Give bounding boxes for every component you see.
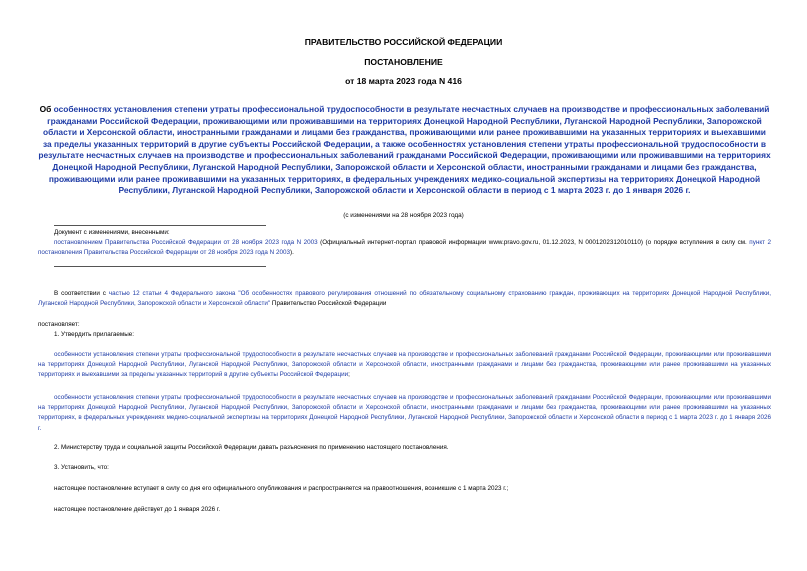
changes-text (38, 238, 771, 258)
resolves-paragraph: постановляет: (38, 321, 80, 328)
issuer-heading: ПРАВИТЕЛЬСТВО РОССИЙСКОЙ ФЕДЕРАЦИИ (304, 37, 503, 47)
item-1-paragraph: 1. Утвердить прилагаемые: (54, 331, 134, 338)
preamble-paragraph (38, 289, 771, 309)
title-link[interactable]: особенностях установления степени утраты профессиональной трудоспособности в результате несчастных случаев на производстве и профессиональных заболеваний гражданами Российской Федерации, проживающими или проживавшими на территориях Донецкой Народной Республики, Луганской Народной Республики, Запорожской области и Херсонской области, иностранными гражданами и лицами без гражданства, проживающими или ранее проживавшими на указанных территориях и выехавшими за пределы указанных территорий в другие субъекты Российской Федерации, а также особенностях установления степени утраты профессиональной трудоспособности в результате несчастных случаев на производстве и профессиональных заболеваний гражданами Российской Федерации, проживающими или проживавшими на территориях Донецкой Народной Республики, Луганской Народной Республики, Запорожской области и Херсонской области, иностранными гражданами и лицами без гражданства, проживающими или ранее проживавшими на указанных территориях, в федеральных учреждениях медико-социальной экспертизы на территориях Донецкой Народной Республики, Луганской Народной Республики, Запорожской области и Херсонской области в период с 1 марта 2023 г. до 1 января 2026 г. (38, 104, 771, 196)
changes-text-part2: ). (289, 249, 294, 257)
item-3a-paragraph: настоящее постановление вступает в силу со дня его официального опубликования и распространяется на правоотношения, возникшие с 1 марта 2023 г.; (54, 485, 509, 492)
preamble-prefix: В соответствии с (54, 290, 109, 297)
changes-top-divider (54, 225, 266, 226)
amendment-note: (с изменениями на 28 ноября 2023 года) (343, 212, 464, 219)
document-type-heading: ПОСТАНОВЛЕНИЕ (364, 57, 443, 67)
title-prefix: Об (39, 104, 54, 114)
changes-heading: Документ с изменениями, внесенными: (54, 229, 170, 236)
item-2-paragraph: 2. Министерству труда и социальной защиты Российской Федерации давать разъяснения по применению настоящего постановления. (54, 444, 449, 451)
item-1a-paragraph (38, 350, 771, 381)
changes-text-part1: (Официальный интернет-портал правовой информации www.pravo.gov.ru, 01.12.2023, N 0001202312010110) (о порядке вступления в силу см. (317, 239, 750, 247)
preamble-suffix: Правительство Российской Федерации (270, 300, 387, 308)
changes-bottom-divider (54, 266, 266, 267)
changes-block (38, 228, 771, 259)
federal-law-link[interactable]: частью 12 статьи 4 Федерального закона "Об особенностях правового регулирования отношений по обязательному социальному страхованию граждан, проживающих на территориях Донецкой Народной Республики, Луганской Народной Республики, Запорожской области и Херсонской области" (38, 290, 772, 308)
document-date-number: от 18 марта 2023 года N 416 (345, 76, 462, 86)
item-1b-paragraph (38, 393, 771, 434)
item-3-paragraph: 3. Установить, что: (54, 464, 109, 471)
amending-act-link[interactable]: постановлением Правительства Российской Федерации от 28 ноября 2023 года N 2003 (54, 239, 318, 247)
item-1b-link[interactable]: особенности установления степени утраты профессиональной трудоспособности в результате несчастных случаев на производстве и профессиональных заболеваний гражданами Российской Федерации, проживающими или проживавшими на территориях Донецкой Народной Республики, Луганской Народной Республики, Запорожской области и Херсонской области, иностранными гражданами и лицами без гражданства, проживающими или ранее проживавшими на указанных территориях, в федеральных учреждениях медико-социальной экспертизы на территориях Донецкой Народной Республики, Луганской Народной Республики, Запорожской области и Херсонской области в период с 1 марта 2023 г. до 1 января 2026 г. (38, 394, 771, 432)
item-1a-link[interactable]: особенности установления степени утраты профессиональной трудоспособности в результате несчастных случаев на производстве и профессиональных заболеваний гражданами Российской Федерации, проживающими или проживавшими на территориях Донецкой Народной Республики, Луганской Народной Республики, Запорожской области и Херсонской области, иностранными гражданами и лицами без гражданства, проживающими или ранее проживавшими на указанных территориях и выехавшими за пределы указанных территорий в другие субъекты Российской Федерации (38, 351, 771, 379)
entry-into-force-link[interactable]: пункт 2 постановления Правительства Российской Федерации от 28 ноября 2023 года N 2003 (38, 239, 772, 257)
item-1a-end: ; (348, 371, 350, 379)
item-3b-paragraph: настоящее постановление действует до 1 января 2026 г. (54, 506, 221, 513)
document-title (38, 104, 771, 197)
